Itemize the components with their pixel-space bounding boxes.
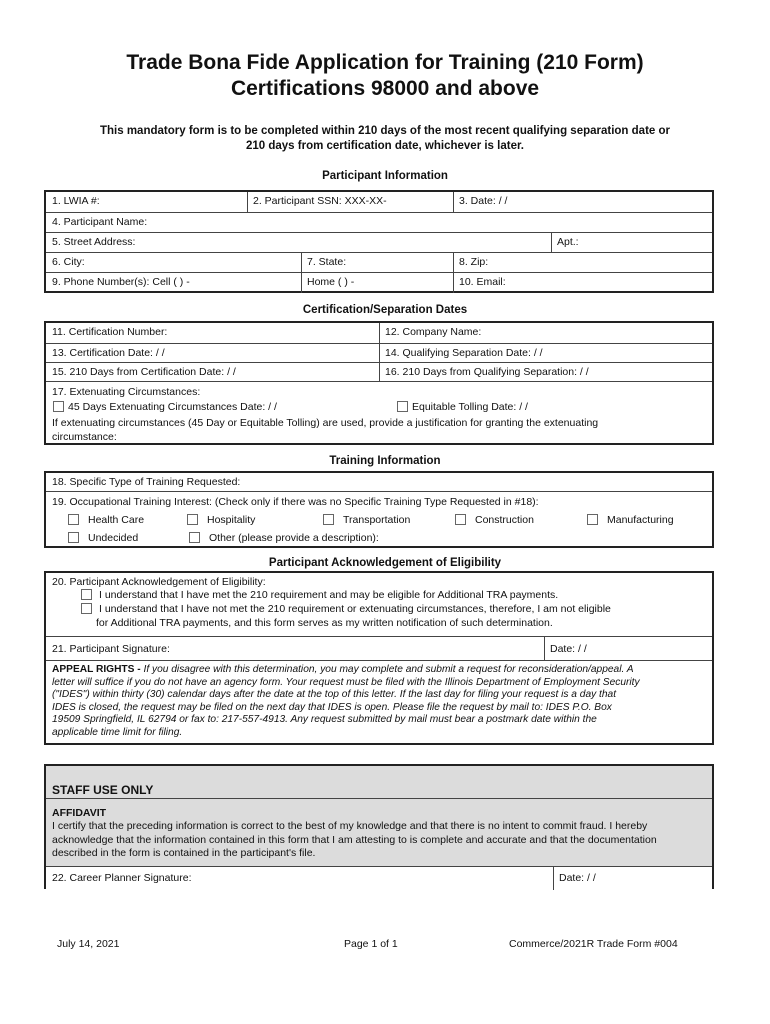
hospitality-label: Hospitality [207, 514, 256, 526]
affidavit-line: described in the form is contained in the participant's file. [52, 847, 316, 859]
certification-heading: Certification/Separation Dates [302, 304, 468, 316]
appeal-line: 19509 Springfield, IL 62794 or fax to: 217-557-4913. Any request submitted by mail must bear a postmark date within the [52, 714, 597, 726]
undecided-checkbox[interactable] [68, 532, 79, 543]
street-address-field[interactable]: 5. Street Address: [52, 236, 136, 248]
appeal-line: ("IDES") within thirty (30) calendar days after the date at the top of this letter. If the last day for filing your request is a day that [52, 689, 617, 701]
not-met-requirement-checkbox[interactable] [81, 603, 92, 614]
ssn-field[interactable]: 2. Participant SSN: XXX-XX- [253, 195, 387, 207]
affidavit-line: acknowledge that the information contained in this form that I am attesting to is complete and accurate and that the documentation [52, 833, 657, 846]
certification-box [44, 321, 714, 445]
health-care-label: Health Care [88, 514, 145, 526]
qual-sep-date-field[interactable]: 14. Qualifying Separation Date: / / [385, 347, 543, 359]
affidavit-line: I certify that the preceding information is correct to the best of my knowledge and that there is no intent to commit fraud. I hereby [52, 820, 648, 832]
state-field[interactable]: 7. State: [307, 256, 347, 268]
transportation-label: Transportation [343, 514, 411, 526]
appeal-rights-label: APPEAL RIGHTS - [52, 664, 144, 675]
cert-date-field[interactable]: 13. Certification Date: / / [52, 347, 165, 359]
construction-checkbox[interactable] [455, 514, 466, 525]
participant-heading: Participant Information [322, 170, 448, 182]
date-field[interactable]: 3. Date: / / [459, 195, 508, 207]
ext45-label: 45 Days Extenuating Circumstances Date: / / [68, 401, 277, 413]
footer-page: Page 1 of 1 [344, 938, 398, 950]
participant-signature-field[interactable]: 21. Participant Signature: [52, 643, 170, 655]
email-field[interactable]: 10. Email: [459, 276, 506, 288]
not-met-line2: for Additional TRA payments, and this form serves as my written notification of such determination. [96, 617, 553, 629]
form-title-line2: Certifications 98000 and above [230, 77, 540, 100]
career-planner-date[interactable]: Date: / / [559, 872, 596, 884]
intro-line2: 210 days from certification date, whichever is later. [245, 140, 525, 152]
training-box [44, 471, 714, 548]
extenuating-label: 17. Extenuating Circumstances: [52, 386, 201, 398]
footer-date: July 14, 2021 [57, 938, 120, 950]
appeal-line: If you disagree with this determination, you may complete and submit a request for reconsideration/appeal. A [143, 664, 634, 675]
other-label: Other (please provide a description): [209, 532, 379, 544]
affidavit-text [52, 820, 712, 861]
intro-text [40, 124, 730, 154]
undecided-label: Undecided [88, 532, 139, 544]
appeal-rights-text [52, 664, 712, 740]
manufacturing-checkbox[interactable] [587, 514, 598, 525]
justification-line2: circumstance: [52, 431, 117, 443]
appeal-line: applicable time limit for filing. [52, 726, 183, 738]
manufacturing-label: Manufacturing [607, 514, 674, 526]
appeal-line: letter will suffice if you do not have an agency form. Your request must be filed with the Illinois Department of Employment Security [52, 676, 640, 688]
met-requirement-checkbox[interactable] [81, 589, 92, 600]
participant-box [44, 190, 714, 293]
appeal-line: IDES is closed, the request may be filed on the next day that IDES is open. Please file the request by mail to: IDES P.O. Box [52, 701, 612, 713]
staff-use-box [44, 764, 714, 889]
apt-field[interactable]: Apt.: [557, 236, 579, 248]
affidavit-title: AFFIDAVIT [52, 807, 107, 819]
justification-line1: If extenuating circumstances (45 Day or Equitable Tolling) are used, provide a justification for granting the extenuating [52, 417, 599, 429]
intro-line1: This mandatory form is to be completed within 210 days of the most recent qualifying separation date or [100, 125, 670, 137]
health-care-checkbox[interactable] [68, 514, 79, 525]
cert-number-field[interactable]: 11. Certification Number: [52, 326, 168, 338]
occupational-interest-label: 19. Occupational Training Interest: (Check only if there was no Specific Training Type Requested in #18): [52, 496, 539, 508]
transportation-checkbox[interactable] [323, 514, 334, 525]
career-planner-signature-field[interactable]: 22. Career Planner Signature: [52, 872, 192, 884]
other-checkbox[interactable] [189, 532, 200, 543]
acknowledgement-box [44, 571, 714, 745]
specific-training-field[interactable]: 18. Specific Type of Training Requested: [52, 476, 241, 488]
form-title-line1: Trade Bona Fide Application for Training (210 Form) [126, 51, 644, 74]
equitable-tolling-checkbox[interactable] [397, 401, 408, 412]
ext45-checkbox[interactable] [53, 401, 64, 412]
equitable-tolling-label: Equitable Tolling Date: / / [412, 401, 528, 413]
acknowledgement-heading: Participant Acknowledgement of Eligibility [268, 557, 502, 569]
participant-signature-date[interactable]: Date: / / [550, 643, 587, 655]
hospitality-checkbox[interactable] [187, 514, 198, 525]
lwia-field[interactable]: 1. LWIA #: [52, 195, 100, 207]
met-requirement-label: I understand that I have met the 210 requirement and may be eligible for Additional TRA payments. [99, 589, 559, 601]
acknowledgement-label: 20. Participant Acknowledgement of Eligibility: [52, 576, 266, 588]
city-field[interactable]: 6. City: [52, 256, 85, 268]
zip-field[interactable]: 8. Zip: [459, 256, 489, 268]
footer-form-number: Commerce/2021R Trade Form #004 [509, 938, 678, 950]
staff-use-heading: STAFF USE ONLY [52, 783, 154, 797]
not-met-line1: I understand that I have not met the 210 requirement or extenuating circumstances, therefore, I am not eligible [99, 603, 611, 615]
participant-name-field[interactable]: 4. Participant Name: [52, 216, 148, 228]
company-name-field[interactable]: 12. Company Name: [385, 326, 482, 338]
days-from-cert-field[interactable]: 15. 210 Days from Certification Date: / / [52, 366, 236, 378]
training-heading: Training Information [329, 455, 441, 467]
home-phone-field[interactable]: Home ( ) - [307, 276, 355, 288]
days-from-sep-field[interactable]: 16. 210 Days from Qualifying Separation: / / [385, 366, 589, 378]
cell-phone-field[interactable]: 9. Phone Number(s): Cell ( ) - [52, 276, 190, 288]
construction-label: Construction [475, 514, 534, 526]
